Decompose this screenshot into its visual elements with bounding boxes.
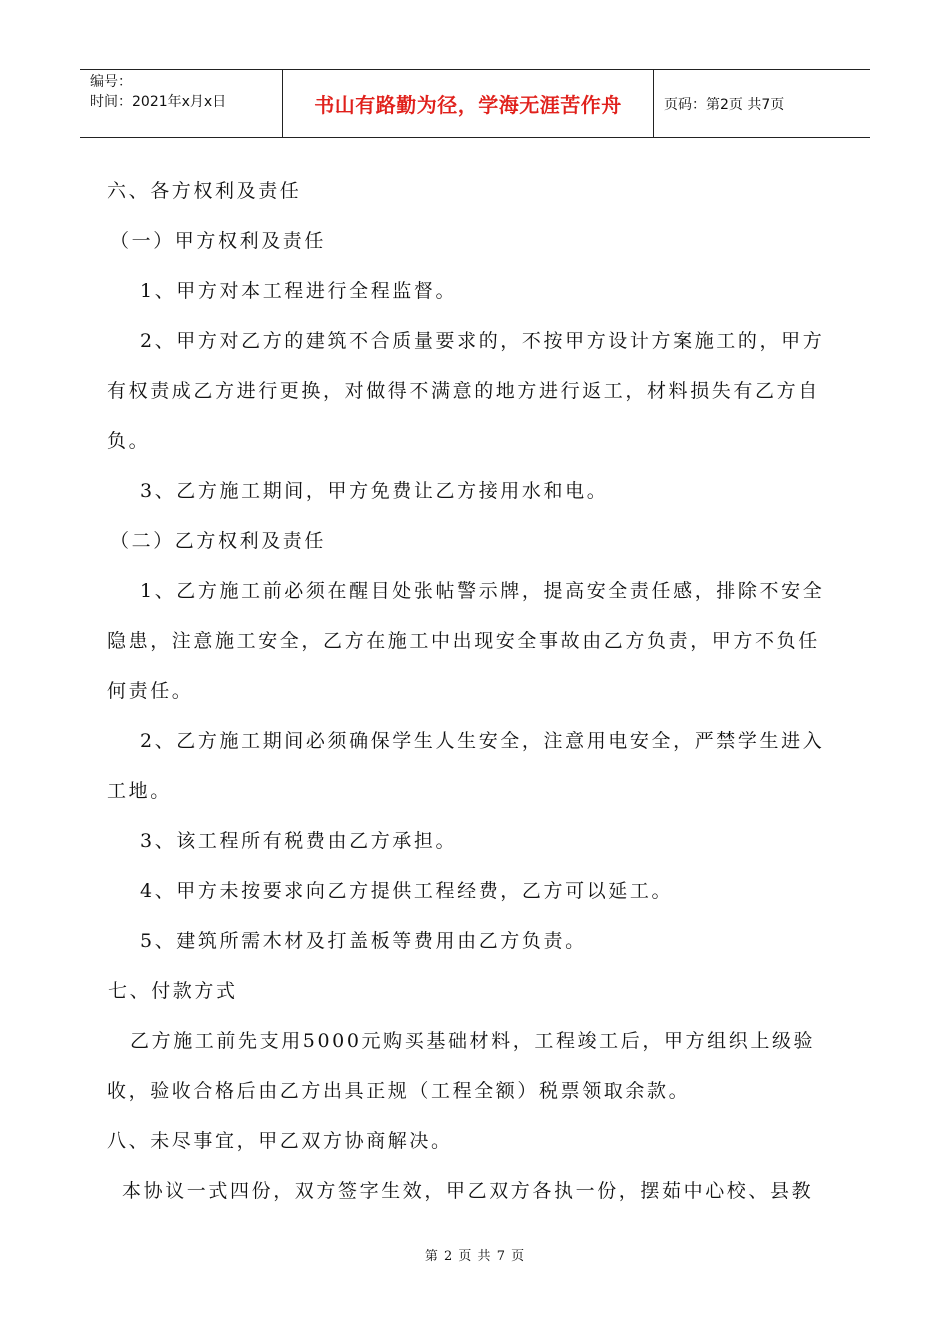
paragraph-line: 1、乙方施工前必须在醒目处张帖警示牌，提高安全责任感，排除不安全 (140, 580, 825, 602)
document-time-label: 时间：2021年x月x日 (90, 94, 227, 110)
header-page-info: 页码：第2页 共7页 (664, 96, 785, 113)
paragraph-line: 何责任。 (107, 680, 194, 702)
paragraph-line: 2、甲方对乙方的建筑不合质量要求的，不按甲方设计方案施工的，甲方 (140, 330, 825, 352)
paragraph-line: 负。 (107, 430, 151, 452)
section-heading-rights: 六、各方权利及责任 (107, 180, 302, 202)
paragraph-line: 5、建筑所需木材及打盖板等费用由乙方负责。 (140, 930, 587, 952)
paragraph-line: 2、乙方施工期间必须确保学生人生安全，注意用电安全，严禁学生进入 (140, 730, 825, 752)
paragraph-line: 收，验收合格后由乙方出具正规（工程全额）税票领取余款。 (107, 1080, 691, 1102)
paragraph-line: 隐患，注意施工安全，乙方在施工中出现安全事故由乙方负责，甲方不负任 (107, 630, 820, 652)
paragraph-line: 3、该工程所有税费由乙方承担。 (140, 830, 458, 852)
header-page-info-cell (654, 70, 870, 137)
paragraph-line: 本协议一式四份，双方签字生效，甲乙双方各执一份，摆茹中心校、县教 (122, 1180, 814, 1202)
paragraph-line: 4、甲方未按要求向乙方提供工程经费，乙方可以延工。 (140, 880, 674, 902)
header-meta (80, 70, 282, 137)
page-footer: 第 2 页 共 7 页 (424, 1249, 526, 1264)
paragraph-line: 有权责成乙方进行更换，对做得不满意的地方进行返工，材料损失有乙方自 (107, 380, 820, 402)
header-motto-cell (282, 70, 654, 137)
subsection-heading-party-b: （二）乙方权利及责任 (110, 530, 327, 552)
section-heading-misc: 八、未尽事宜，甲乙双方协商解决。 (107, 1130, 453, 1152)
section-heading-payment: 七、付款方式 (108, 980, 238, 1002)
paragraph-line: 1、甲方对本工程进行全程监督。 (140, 280, 458, 302)
paragraph-line: 3、乙方施工期间，甲方免费让乙方接用水和电。 (140, 480, 609, 502)
document-number-label: 编号： (90, 74, 132, 90)
paragraph-line: 乙方施工前先支用5000元购买基础材料，工程竣工后，甲方组织上级验 (130, 1030, 816, 1052)
paragraph-line: 工地。 (107, 780, 172, 802)
page-header (80, 69, 870, 138)
subsection-heading-party-a: （一）甲方权利及责任 (110, 230, 327, 252)
header-motto: 书山有路勤为径，学海无涯苦作舟 (314, 93, 622, 117)
